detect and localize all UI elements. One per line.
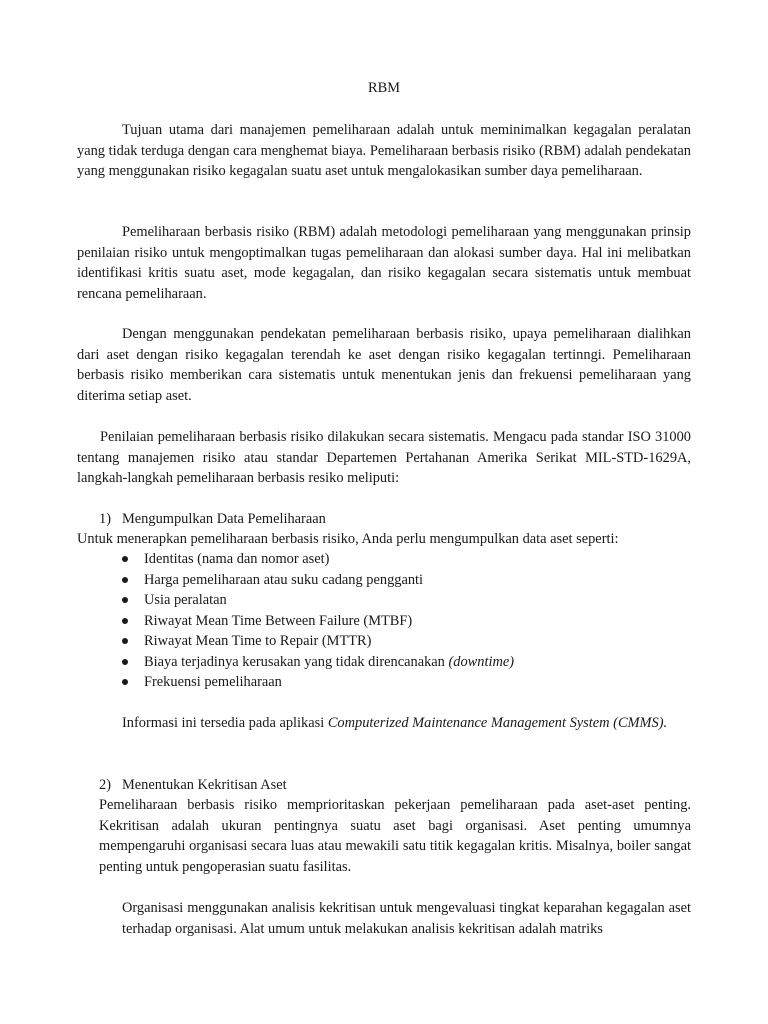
section-1-title: Mengumpulkan Data Pemeliharaan — [122, 511, 326, 527]
paragraph-2: Pemeliharaan berbasis risiko (RBM) adalah metodologi pemeliharaan yang menggunakan prinsip penilaian risiko untuk mengoptimalkan tugas pemeliharaan dan alokasi sumber daya. Hal ini melibatkan identifikasi kritis suatu aset, mode kegagalan, dan risiko kegagalan secara sistematis untuk membuat rencana pemeliharaan. — [77, 224, 691, 302]
list-item-text: Harga pemeliharaan atau suku cadang pengganti — [144, 571, 424, 588]
list-item — [120, 631, 514, 652]
section-2-number: 2) — [99, 777, 111, 793]
list-item-text: Riwayat Mean Time to Repair (MTTR) — [144, 633, 372, 649]
list-item — [120, 570, 514, 591]
paragraph-4: Penilaian pemeliharaan berbasis risiko dilakukan secara sistematis. Mengacu pada standar ISO 31000 tentang manajemen risiko atau standar Departemen Pertahanan Amerika Serikat MIL-STD-1629A, langkah-langkah pemeliharaan berbasis resiko meliputi: — [77, 429, 691, 486]
section-1-intro: Untuk menerapkan pemeliharaan berbasis risiko, Anda perlu mengumpulkan data aset seperti: — [77, 531, 619, 547]
section-2-paragraph-2: Organisasi menggunakan analisis kekritisan untuk mengevaluasi tingkat keparahan kegagalan aset terhadap organisasi. Alat umum untuk melakukan analisis kekritisan adalah matriks — [122, 900, 691, 937]
list-item — [120, 549, 514, 570]
document-title: RBM — [368, 80, 400, 96]
section-1-heading — [99, 509, 326, 530]
list-item-text: Frekuensi pemeliharaan — [144, 674, 282, 690]
list-item — [120, 611, 514, 632]
list-item — [120, 590, 514, 611]
section-2-title: Menentukan Kekritisan Aset — [122, 777, 287, 793]
list-item — [120, 672, 514, 693]
section-2-heading — [99, 775, 287, 796]
list-item-text: Biaya terjadinya kerusakan yang tidak direncanakan — [144, 653, 445, 670]
asset-data-list — [120, 549, 514, 693]
list-item-text: Identitas (nama dan nomor aset) — [144, 551, 330, 567]
list-item-text: Riwayat Mean Time Between Failure (MTBF) — [144, 612, 413, 629]
list-item-italic: (downtime) — [448, 653, 515, 670]
paragraph-1: Tujuan utama dari manajemen pemeliharaan adalah untuk meminimalkan kegagalan peralatan yang tidak terduga dengan cara menghemat biaya. Pemeliharaan berbasis risiko (RBM) adalah pendekatan yang menggunakan risiko kegagalan suatu aset untuk mengalokasikan sumber daya pemeliharaan. — [77, 122, 691, 179]
section-1-number: 1) — [99, 511, 111, 527]
list-item — [120, 652, 514, 673]
list-item-text: Usia peralatan — [144, 592, 227, 608]
cmms-italic-text: Computerized Maintenance Management System (CMMS). — [327, 715, 668, 731]
paragraph-3: Dengan menggunakan pendekatan pemeliharaan berbasis risiko, upaya pemeliharaan dialihkan dari aset dengan risiko kegagalan terendah ke aset dengan risiko kegagalan tertinngi. Pemeliharaan berbasis risiko memberikan cara sistematis untuk menentukan jenis dan frekuensi pemeliharaan yang diterima setiap aset. — [77, 326, 691, 404]
section-2-body: Pemeliharaan berbasis risiko memprioritaskan pekerjaan pemeliharaan pada aset-aset penting. Kekritisan adalah ukuran pentingnya suatu aset bagi organisasi. Aset penting umumnya mempengaruhi organisasi secara luas atau mewakili satu titik kegagalan kritis. Misalnya, boiler sangat penting untuk pengoperasian suatu fasilitas. — [99, 797, 691, 875]
cmms-paragraph — [77, 713, 691, 734]
cmms-lead-text: Informasi ini tersedia pada aplikasi — [122, 715, 325, 731]
